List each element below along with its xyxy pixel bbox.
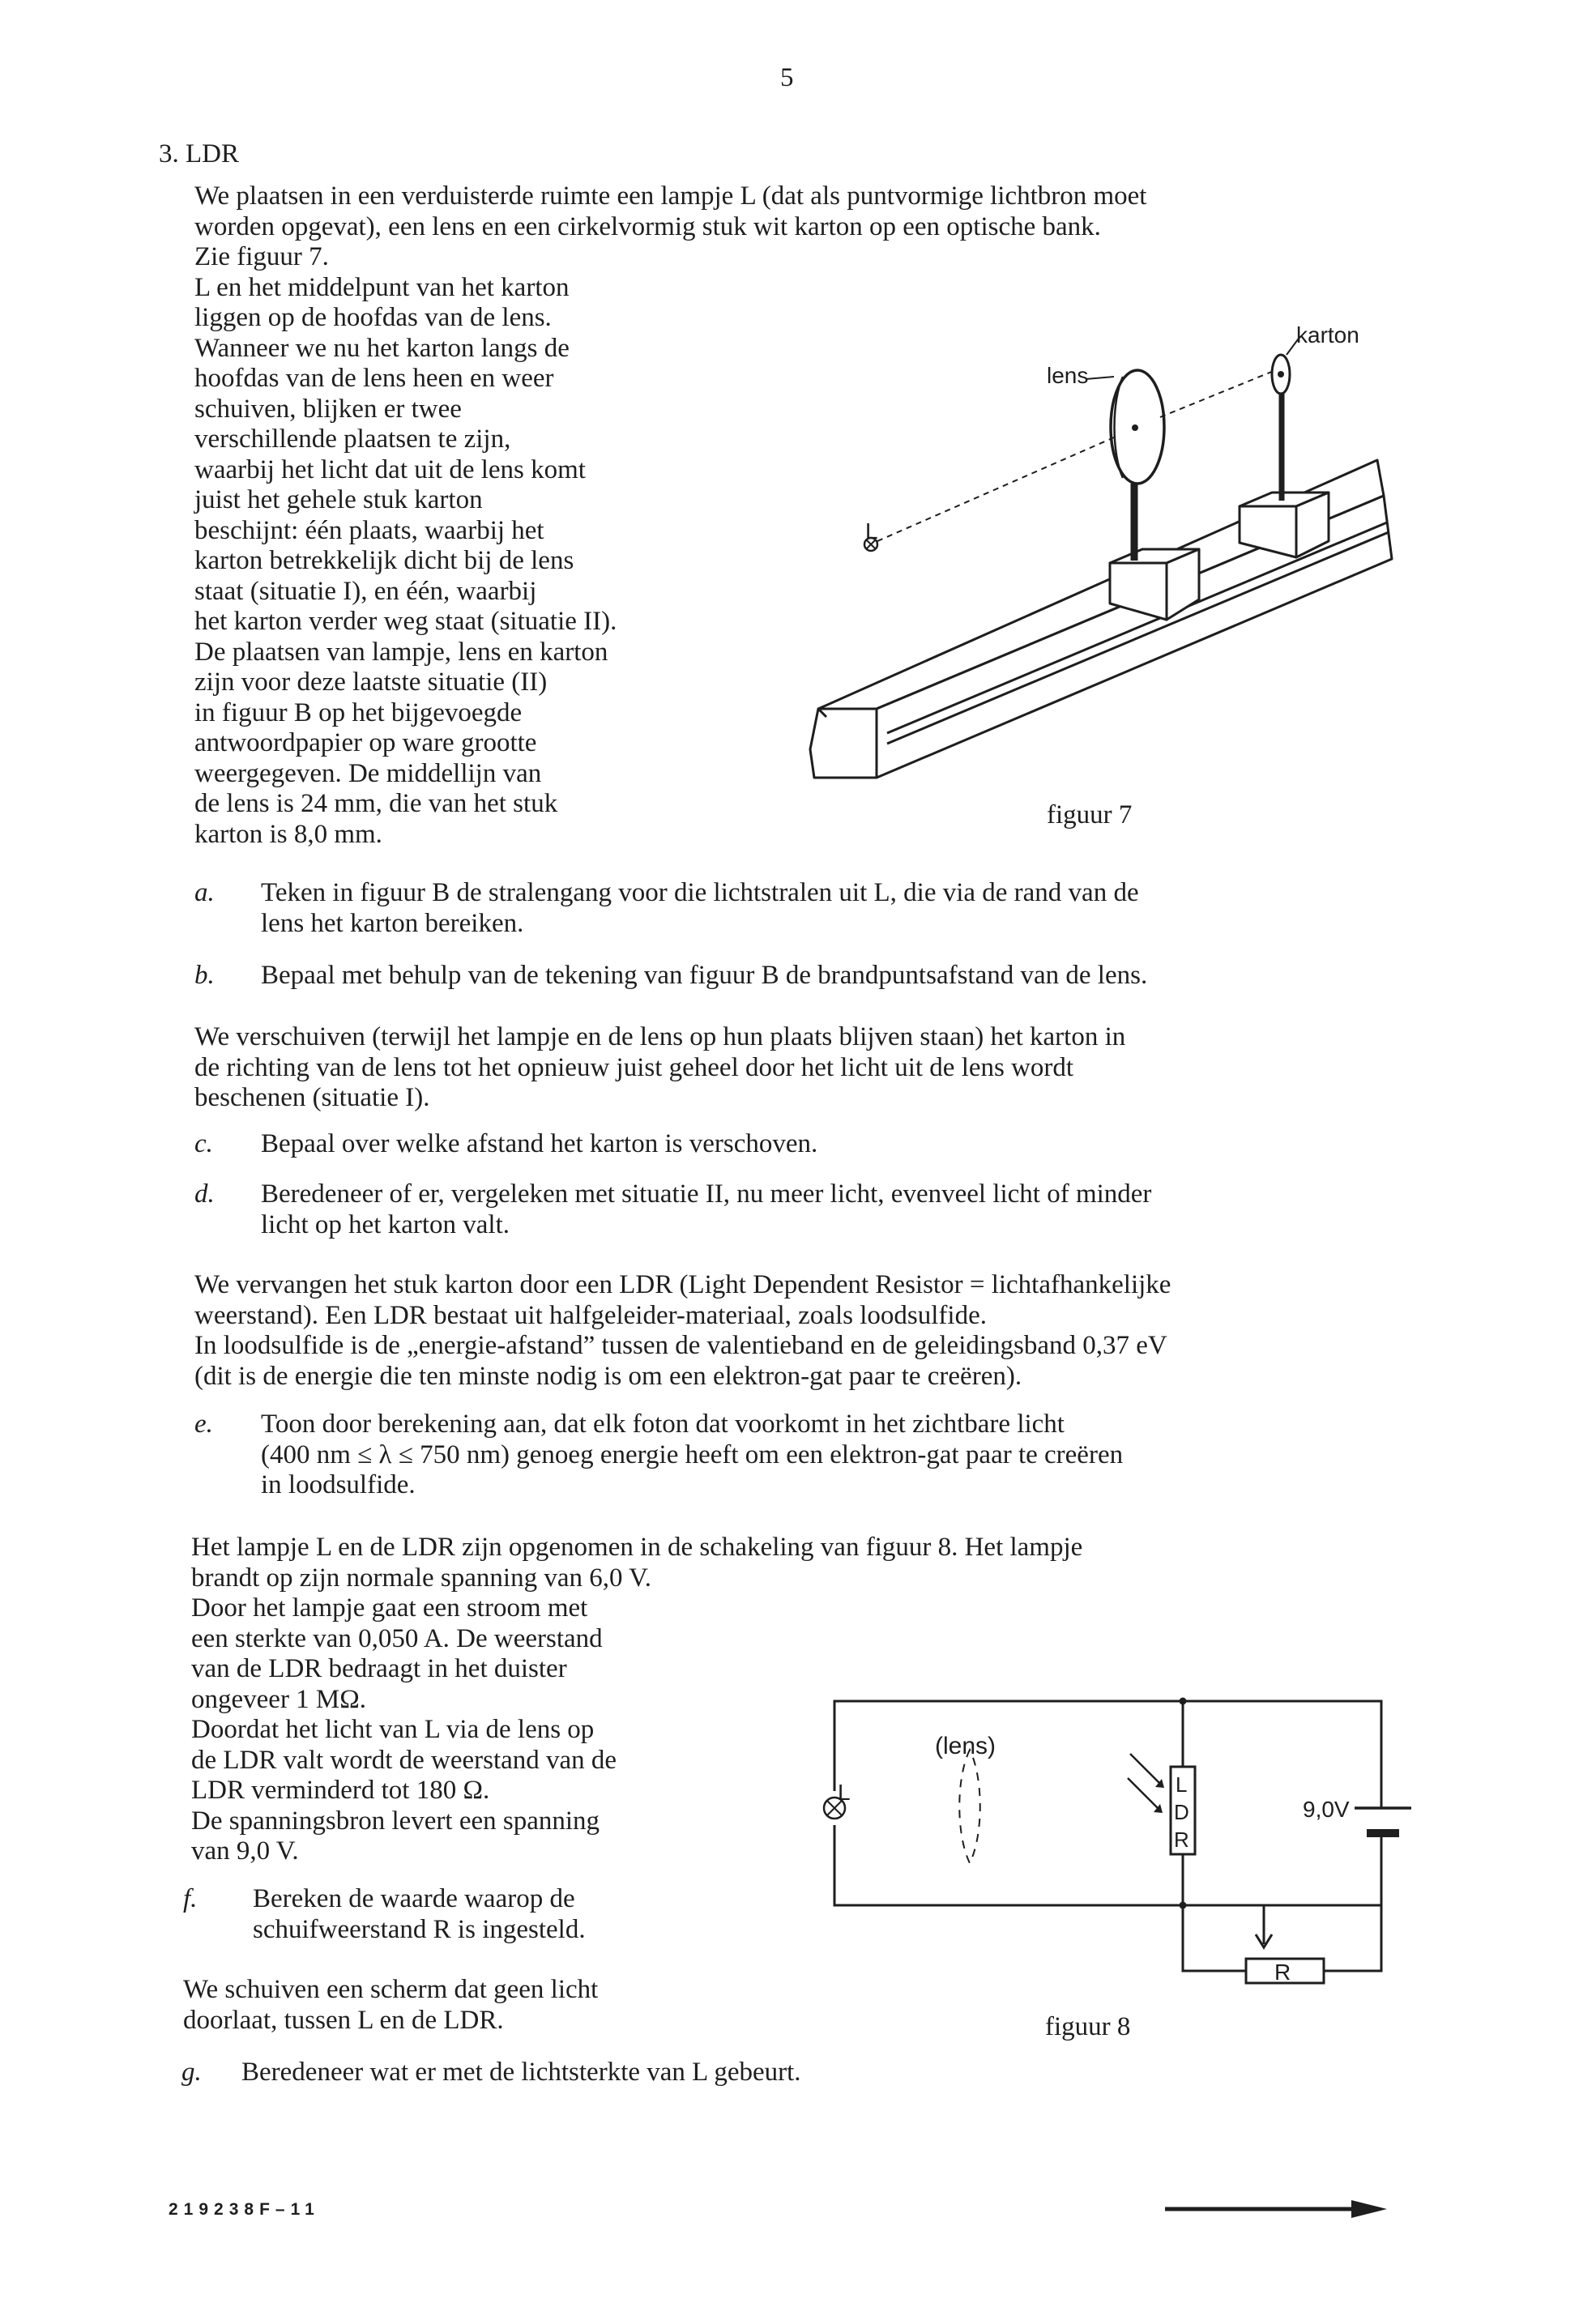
question-a-text bbox=[261, 878, 1139, 939]
text-line: Beredeneer wat er met de lichtsterkte van L gebeurt. bbox=[241, 2058, 801, 2087]
text-line: brandt op zijn normale spanning van 6,0 V. bbox=[191, 1563, 651, 1593]
text-line: de richting van de lens tot het opnieuw juist geheel door het licht uit de lens wordt bbox=[194, 1052, 1074, 1082]
text-line: doorlaat, tussen L en de LDR. bbox=[183, 2005, 504, 2035]
text-line: Teken in figuur B de stralengang voor die lichtstralen uit L, die via de rand van de bbox=[261, 878, 1139, 907]
text-line: Bepaal met behulp van de tekening van figuur B de brandpuntsafstand van de lens. bbox=[261, 961, 1148, 990]
question-e-text bbox=[261, 1410, 1123, 1501]
text-line: in loodsulfide. bbox=[261, 1470, 416, 1499]
figure7-lamp-label: L bbox=[865, 518, 878, 544]
text-line: We plaatsen in een verduisterde ruimte een lampje L (dat als puntvormige lichtbron moet bbox=[194, 181, 1147, 211]
text-line: Het lampje L en de LDR zijn opgenomen in de schakeling van figuur 8. Het lampje bbox=[191, 1533, 1083, 1562]
text-line: in figuur B op het bijgevoegde bbox=[194, 697, 523, 727]
paragraph-5 bbox=[183, 1975, 598, 2036]
text-line: schuiven, blijken er twee bbox=[194, 394, 462, 424]
text-line: schuifweerstand R is ingesteld. bbox=[253, 1914, 586, 1944]
text-line: het karton verder weg staat (situatie II). bbox=[194, 607, 617, 636]
text-line: worden opgevat), een lens en een cirkelvormig stuk wit karton op een optische bank. bbox=[194, 211, 1101, 241]
text-line: Bepaal over welke afstand het karton is verschoven. bbox=[261, 1129, 818, 1158]
question-d-text bbox=[261, 1179, 1151, 1240]
text-line: De spanningsbron levert een spanning bbox=[191, 1806, 600, 1836]
figure7-caption: figuur 7 bbox=[1047, 800, 1133, 830]
text-line: We schuiven een scherm dat geen licht bbox=[183, 1975, 599, 2004]
figure8-resistor-label: R bbox=[1274, 1960, 1291, 1985]
page-number: 5 bbox=[780, 63, 794, 92]
text-line: Toon door berekening aan, dat elk foton dat voorkomt in het zichtbare licht bbox=[261, 1410, 1065, 1439]
text-line: waarbij het licht dat uit de lens komt bbox=[194, 454, 586, 484]
text-line: een sterkte van 0,050 A. De weerstand bbox=[191, 1623, 603, 1653]
text-line: lens het karton bereiken. bbox=[261, 908, 524, 938]
text-line: de LDR valt wordt de weerstand van de bbox=[191, 1745, 617, 1775]
question-g-text bbox=[241, 2058, 801, 2088]
text-line: We vervangen het stuk karton door een LDR (Light Dependent Resistor = lichtafhankelijke bbox=[194, 1270, 1171, 1299]
text-line: weergegeven. De middellijn van bbox=[194, 758, 542, 788]
question-f-text bbox=[253, 1884, 586, 1945]
question-c-label: c. bbox=[194, 1129, 213, 1158]
text-line: Beredeneer of er, vergeleken met situatie II, nu meer licht, evenveel licht of minder bbox=[261, 1179, 1152, 1209]
question-d-label: d. bbox=[194, 1179, 215, 1209]
text-line: karton betrekkelijk dicht bij de lens bbox=[194, 546, 574, 575]
footer-code: 219238F–11 bbox=[169, 2200, 320, 2219]
text-line: (400 nm ≤ λ ≤ 750 nm) genoeg energie heeft om een elektron-gat paar te creëren bbox=[261, 1439, 1124, 1469]
paragraph-3 bbox=[194, 1270, 1171, 1392]
text-line: (dit is de energie die ten minste nodig is om een elektron-gat paar te creëren). bbox=[194, 1361, 1022, 1391]
figure8-caption: figuur 8 bbox=[1045, 2012, 1131, 2041]
text-line: beschenen (situatie I). bbox=[194, 1083, 430, 1112]
text-line: weerstand). Een LDR bestaat uit halfgeleider-materiaal, zoals loodsulfide. bbox=[194, 1300, 987, 1330]
text-line: van 9,0 V. bbox=[191, 1836, 299, 1866]
text-line: licht op het karton valt. bbox=[261, 1209, 510, 1239]
paragraph-4-continued bbox=[191, 1593, 617, 1867]
question-e-label: e. bbox=[194, 1410, 213, 1439]
question-b-label: b. bbox=[194, 961, 215, 990]
text-line: Zie figuur 7. bbox=[194, 242, 329, 271]
paragraph-4 bbox=[191, 1533, 1082, 1593]
text-line: antwoordpapier op ware grootte bbox=[194, 728, 537, 757]
figure7-optical-bench bbox=[802, 308, 1402, 794]
text-line: Wanneer we nu het karton langs de bbox=[194, 333, 570, 363]
question-b-text bbox=[261, 961, 1147, 992]
text-line: De plaatsen van lampje, lens en karton bbox=[194, 637, 608, 667]
figure7-lens-label: lens bbox=[1047, 363, 1089, 388]
question-a-label: a. bbox=[194, 878, 215, 907]
text-line: Doordat het licht van L via de lens op bbox=[191, 1715, 595, 1744]
text-line: Door het lampje gaat een stroom met bbox=[191, 1593, 588, 1623]
figure8-lens-label: (lens) bbox=[935, 1733, 996, 1759]
text-line: van de LDR bedraagt in het duister bbox=[191, 1654, 567, 1683]
text-line: de lens is 24 mm, die van het stuk bbox=[194, 789, 558, 818]
text-line: Bereken de waarde waarop de bbox=[253, 1884, 575, 1913]
question-f-label: f. bbox=[183, 1884, 198, 1913]
next-page-arrow-icon bbox=[1159, 2197, 1393, 2221]
figure7-karton-label: karton bbox=[1296, 322, 1359, 348]
figure8-ldr-letter: L bbox=[1176, 1772, 1188, 1797]
text-line: We verschuiven (terwijl het lampje en de lens op hun plaats blijven staan) het karton in bbox=[194, 1022, 1126, 1051]
figure8-ldr-letter: D bbox=[1174, 1800, 1189, 1824]
text-line: verschillende plaatsen te zijn, bbox=[194, 424, 511, 454]
figure8-voltage-label: 9,0V bbox=[1303, 1797, 1350, 1822]
section-title: 3. LDR bbox=[159, 139, 239, 168]
text-line: In loodsulfide is de „energie-afstand” tussen de valentieband en de geleidingsband 0,37 eV bbox=[194, 1331, 1167, 1360]
question-g-label: g. bbox=[181, 2058, 202, 2087]
text-line: LDR verminderd tot 180 Ω. bbox=[191, 1776, 490, 1805]
text-line: L en het middelpunt van het karton bbox=[194, 272, 570, 302]
text-line: zijn voor deze laatste situatie (II) bbox=[194, 667, 548, 697]
text-line: karton is 8,0 mm. bbox=[194, 819, 382, 849]
text-line: juist het gehele stuk karton bbox=[194, 485, 483, 514]
text-line: hoofdas van de lens heen en weer bbox=[194, 364, 554, 393]
text-line: liggen op de hoofdas van de lens. bbox=[194, 303, 552, 332]
figure8-circuit bbox=[778, 1685, 1426, 2009]
figure8-ldr-letter: R bbox=[1174, 1827, 1189, 1852]
text-line: ongeveer 1 MΩ. bbox=[191, 1684, 367, 1714]
text-line: beschijnt: één plaats, waarbij het bbox=[194, 515, 544, 545]
paragraph-2 bbox=[194, 1022, 1125, 1114]
figure8-lamp-label: L bbox=[838, 1780, 851, 1805]
text-line: staat (situatie I), en één, waarbij bbox=[194, 576, 537, 606]
question-c-text bbox=[261, 1129, 817, 1160]
